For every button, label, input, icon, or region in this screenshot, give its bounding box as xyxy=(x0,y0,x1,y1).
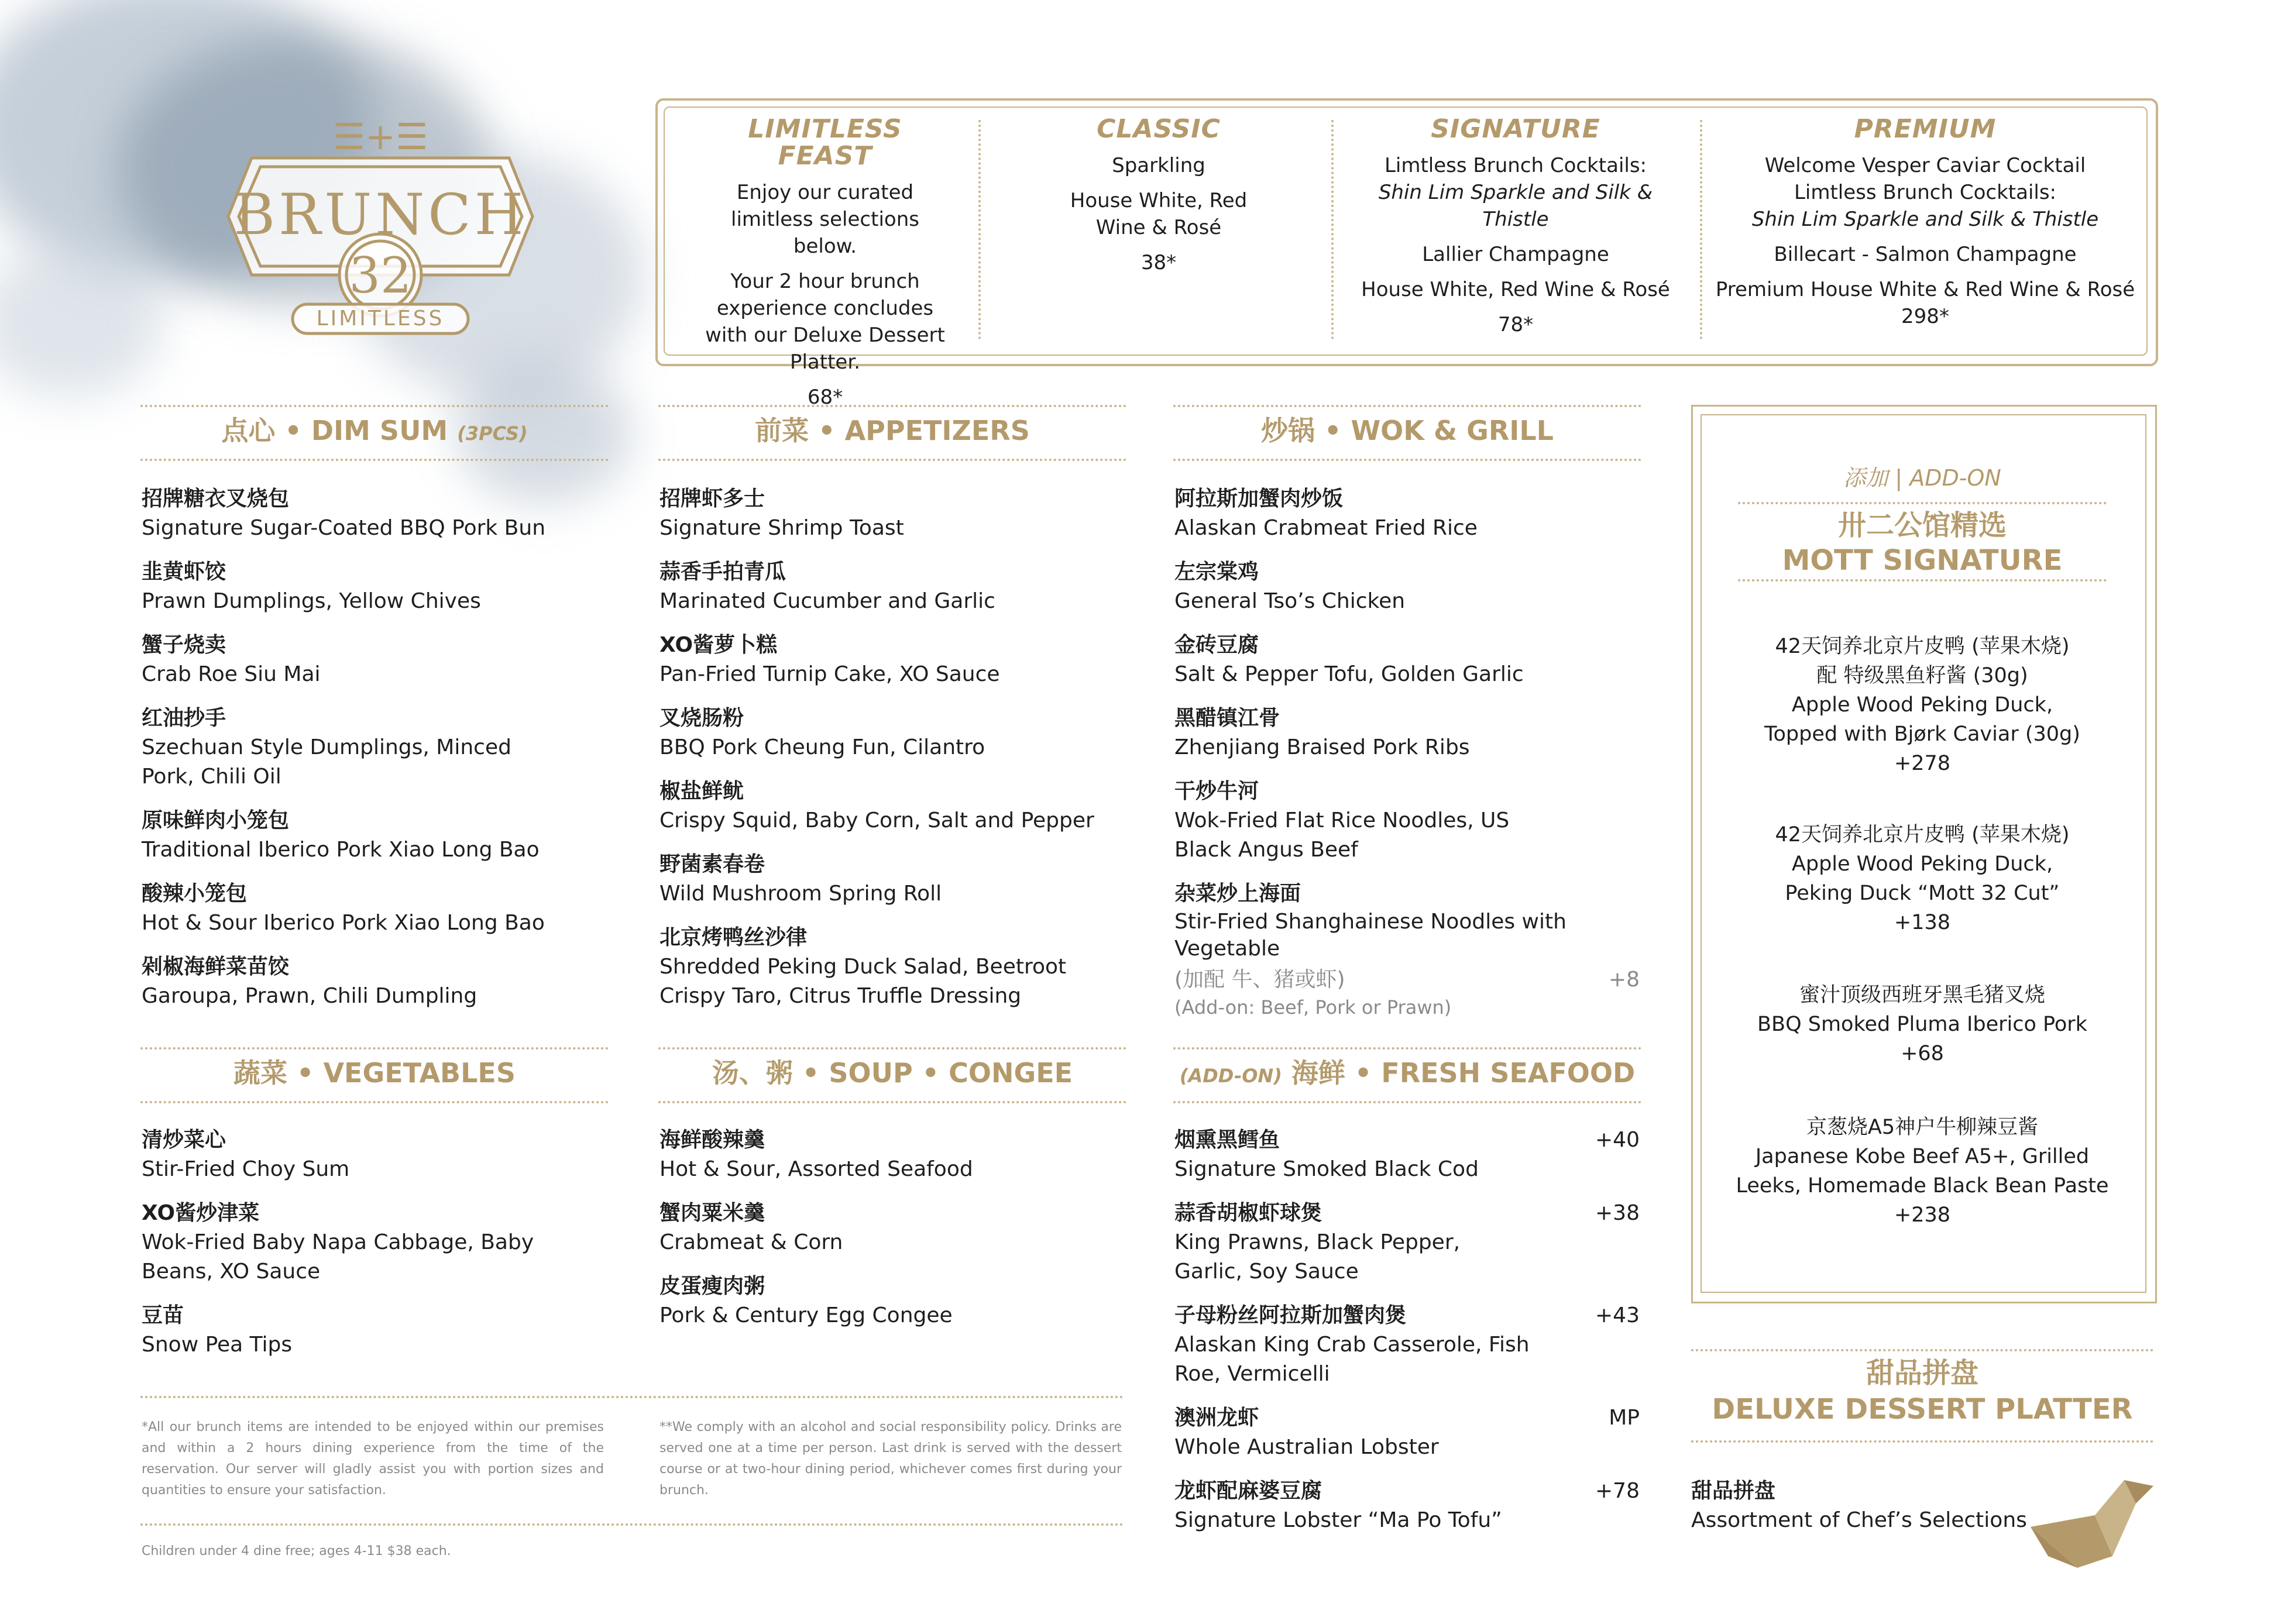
section-zh: 蔬菜 xyxy=(233,1057,287,1089)
menu-item: 蟹子烧卖 Crab Roe Siu Mai xyxy=(142,633,321,686)
tier-signature xyxy=(1346,116,1685,346)
tier-line: Welcome Vesper Caviar Cocktail xyxy=(1764,154,2086,177)
section-header-fresh-seafood: (ADD-ON) 海鲜 • FRESH SEAFOOD xyxy=(1173,1047,1641,1103)
dessert-title xyxy=(1691,1355,2153,1427)
logo-brand: BRUNCH xyxy=(233,182,527,247)
tier-line: Shin Lim Sparkle and Silk & Thistle xyxy=(1378,181,1653,231)
tier-line: Billecart - Salmon Champagne xyxy=(1774,243,2077,266)
footnote-divider xyxy=(140,1523,1124,1526)
dessert-title-en: DELUXE DESSERT PLATTER xyxy=(1712,1393,2133,1426)
footnote-right: **We comply with an alcohol and social responsibility policy. Drinks are served one at a time per person. Last drink is served with the dessert course or at two-hour dining period, whichever comes first during your brunch. xyxy=(659,1420,1122,1498)
section-en: DIM SUM xyxy=(311,415,448,446)
addon-title xyxy=(1701,508,2144,578)
addon-item: 蜜汁顶级西班牙黑毛猪叉烧 BBQ Smoked Pluma Iberico Pork +68 xyxy=(1757,983,2087,1065)
tier-title: CLASSIC xyxy=(1097,114,1221,144)
menu-item: 海鲜酸辣羹 Hot & Sour, Assorted Seafood xyxy=(659,1128,973,1181)
tier-classic xyxy=(1006,116,1311,284)
tier-line: Limtless Brunch Cocktails: xyxy=(1794,181,2057,204)
tier-line: Limtless Brunch Cocktails: xyxy=(1384,154,1647,177)
section-en: APPETIZERS xyxy=(844,415,1030,446)
section-note: (3PCS) xyxy=(457,422,528,445)
addon-label-zh: 添加 xyxy=(1843,465,1888,491)
menu-item: 叉烧肠粉 BBQ Pork Cheung Fun, Cilantro xyxy=(659,706,985,759)
addon-item: 京葱烧A5神户牛柳辣豆酱 Japanese Kobe Beef A5+, Grilled Leeks, Homemade Black Bean Paste +238 xyxy=(1736,1116,2109,1227)
addon-divider xyxy=(1738,579,2107,582)
section-zh: 前菜 xyxy=(755,415,809,446)
menu-item: 剁椒海鲜菜苗饺 Garoupa, Prawn, Chili Dumpling xyxy=(142,955,478,1008)
menu-item: 椒盐鲜鱿 Crispy Squid, Baby Corn, Salt and Pepper xyxy=(659,779,1094,832)
footnote-left: *All our brunch items are intended to be enjoyed within our premises and within a 2 hours dining experience from the time of the reservation. Our server will gladly assist you with portion sizes and quantities to ensure your satisfaction. xyxy=(142,1420,604,1498)
section-zh: 点心 xyxy=(221,415,276,446)
menu-item: 北京烤鸭丝沙律 Shredded Peking Duck Salad, Beetroot Crispy Taro, Citrus Truffle Dressing xyxy=(659,925,1067,1008)
tier-title: LIMITLESS FEAST xyxy=(748,114,902,171)
addon-item: 42天饲养北京片皮鸭 (苹果木烧) Apple Wood Peking Duck, Peking Duck “Mott 32 Cut” +138 xyxy=(1775,823,2070,934)
section-header-vegetables: 蔬菜 • VEGETABLES xyxy=(140,1047,609,1103)
dessert-divider xyxy=(1691,1349,2153,1351)
menu-item: 蒜香手拍青瓜 Marinated Cucumber and Garlic xyxy=(659,560,995,613)
tier-line: Sparkling xyxy=(1112,154,1205,177)
addon-label-en: ADD-ON xyxy=(1909,465,2001,491)
menu-item: 红油抄手 Szechuan Style Dumplings, Minced Pork, Chili Oil xyxy=(142,706,511,789)
section-note: (ADD-ON) xyxy=(1179,1065,1282,1087)
menu-item: 酸辣小笼包 Hot & Sour Iberico Pork Xiao Long Bao xyxy=(142,882,545,935)
menu-item: 招牌糖衣叉烧包 Signature Sugar-Coated BBQ Pork Bun xyxy=(142,487,546,540)
logo-number: 32 xyxy=(349,247,412,304)
tier-line: Enjoy our curated limitless selections below. xyxy=(731,181,919,258)
addon-zh: (加配 牛、猪或虾) xyxy=(1174,968,1345,992)
tier-divider xyxy=(1331,120,1334,339)
logo-tag: LIMITLESS xyxy=(316,307,445,331)
tier-line: Shin Lim Sparkle and Silk & Thistle xyxy=(1751,208,2099,231)
menu-item: 豆苗 Snow Pea Tips xyxy=(142,1303,293,1357)
menu-item: 杂菜炒上海面 Stir-Fried Shanghainese Noodles with Vegetable xyxy=(1174,882,1567,961)
menu-item: 原味鲜肉小笼包 Traditional Iberico Pork Xiao Long Bao xyxy=(142,808,540,862)
menu-item: 澳洲龙虾 Whole Australian Lobster MP xyxy=(1174,1406,1640,1459)
children-policy: Children under 4 dine free; ages 4-11 $38 each. xyxy=(142,1544,451,1558)
menu-item: 金砖豆腐 Salt & Pepper Tofu, Golden Garlic xyxy=(1174,633,1524,686)
dessert-divider xyxy=(1691,1440,2153,1443)
footnote-divider xyxy=(140,1396,1124,1398)
section-header-wok-grill: 炒锅 • WOK & GRILL xyxy=(1173,405,1641,461)
origami-duck-icon xyxy=(2025,1468,2159,1574)
brunch-logo xyxy=(217,117,544,363)
menu-item: 烟熏黑鳕鱼 Signature Smoked Black Cod +40 xyxy=(1174,1128,1640,1181)
menu-item: 野菌素春卷 Wild Mushroom Spring Roll xyxy=(659,852,942,906)
menu-item: XO酱炒津菜 Wok-Fried Baby Napa Cabbage, Baby Beans, XO Sauce xyxy=(142,1201,534,1284)
tier-line: Your 2 hour brunch experience concludes with our Deluxe Dessert Platter. xyxy=(705,270,945,374)
section-header-soup-congee: 汤、粥 • SOUP • CONGEE xyxy=(658,1047,1126,1103)
addon-label: 添加 | ADD-ON xyxy=(1843,465,2001,491)
addon-divider xyxy=(1738,502,2107,504)
menu-item: 蟹肉粟米羹 Crabmeat & Corn xyxy=(659,1201,843,1254)
tier-price: 78* xyxy=(1497,313,1534,336)
tier-premium xyxy=(1715,116,2136,330)
menu-item: 黑醋镇江骨 Zhenjiang Braised Pork Ribs xyxy=(1174,706,1470,759)
section-en: VEGETABLES xyxy=(323,1057,516,1089)
addon-item: 42天饲养北京片皮鸭 (苹果木烧) 配 特级黑鱼籽酱 (30g) Apple Wood Peking Duck, Topped with Bjørk Caviar (30g) +278 xyxy=(1764,635,2080,775)
tier-limitless-feast xyxy=(696,116,954,419)
tier-title: SIGNATURE xyxy=(1431,114,1600,144)
dessert-title-zh: 甜品拼盘 xyxy=(1866,1357,1978,1389)
menu-item: 龙虾配麻婆豆腐 Signature Lobster “Ma Po Tofu” +78 xyxy=(1174,1479,1640,1532)
menu-item: 干炒牛河 Wok-Fried Flat Rice Noodles, US Black Angus Beef xyxy=(1174,779,1510,862)
tier-price: 298* xyxy=(1901,305,1949,328)
tier-line: Lallier Champagne xyxy=(1422,243,1609,266)
section-zh: 汤、粥 xyxy=(712,1057,793,1089)
section-header-appetizers: 前菜 • APPETIZERS xyxy=(658,405,1126,461)
section-en: FRESH SEAFOOD xyxy=(1381,1057,1636,1089)
tier-line: House White, Red Wine & Rosé xyxy=(1361,278,1670,301)
section-en: WOK & GRILL xyxy=(1351,415,1554,446)
dessert-item: 甜品拼盘 Assortment of Chef’s Selections xyxy=(1691,1479,2027,1532)
addon-en: (Add-on: Beef, Pork or Prawn) xyxy=(1174,996,1452,1019)
tier-title: PREMIUM xyxy=(1854,114,1997,144)
wok-addon-option xyxy=(1174,965,1640,1020)
section-zh: 海鲜 xyxy=(1291,1057,1345,1089)
section-header-dim-sum: 点心 • DIM SUM (3PCS) xyxy=(140,405,609,461)
menu-item: 清炒菜心 Stir-Fried Choy Sum xyxy=(142,1128,350,1181)
tier-line: Premium House White & Red Wine & Rosé xyxy=(1715,278,2135,301)
tier-line: House White, Red Wine & Rosé xyxy=(1070,189,1248,239)
menu-item: 招牌虾多士 Signature Shrimp Toast xyxy=(659,487,904,540)
menu-item: 子母粉丝阿拉斯加蟹肉煲 Alaskan King Crab Casserole, Fish Roe, Vermicelli +43 xyxy=(1174,1303,1640,1386)
addon-price: +8 xyxy=(1608,968,1640,992)
menu-item: XO酱萝卜糕 Pan-Fried Turnip Cake, XO Sauce xyxy=(659,633,1000,686)
addon-title-en: MOTT SIGNATURE xyxy=(1782,544,2063,577)
section-zh: 炒锅 xyxy=(1261,415,1315,446)
menu-item: 皮蛋瘦肉粥 Pork & Century Egg Congee xyxy=(659,1274,953,1327)
tier-price: 38* xyxy=(1140,251,1177,274)
menu-item: 蒜香胡椒虾球煲 King Prawns, Black Pepper, Garlic, Soy Sauce +38 xyxy=(1174,1201,1640,1284)
menu-item: 左宗棠鸡 General Tso’s Chicken xyxy=(1174,560,1406,613)
tier-divider xyxy=(1700,120,1702,339)
menu-item: 阿拉斯加蟹肉炒饭 Alaskan Crabmeat Fried Rice xyxy=(1174,487,1478,540)
logo-top-mark: ☰+☰ xyxy=(332,117,428,158)
addon-title-zh: 卅二公馆精选 xyxy=(1837,509,2007,542)
menu-item: 韭黄虾饺 Prawn Dumplings, Yellow Chives xyxy=(142,560,481,613)
tier-divider xyxy=(978,120,981,339)
section-en: SOUP • CONGEE xyxy=(829,1057,1073,1089)
tier-price: 68* xyxy=(807,386,843,409)
